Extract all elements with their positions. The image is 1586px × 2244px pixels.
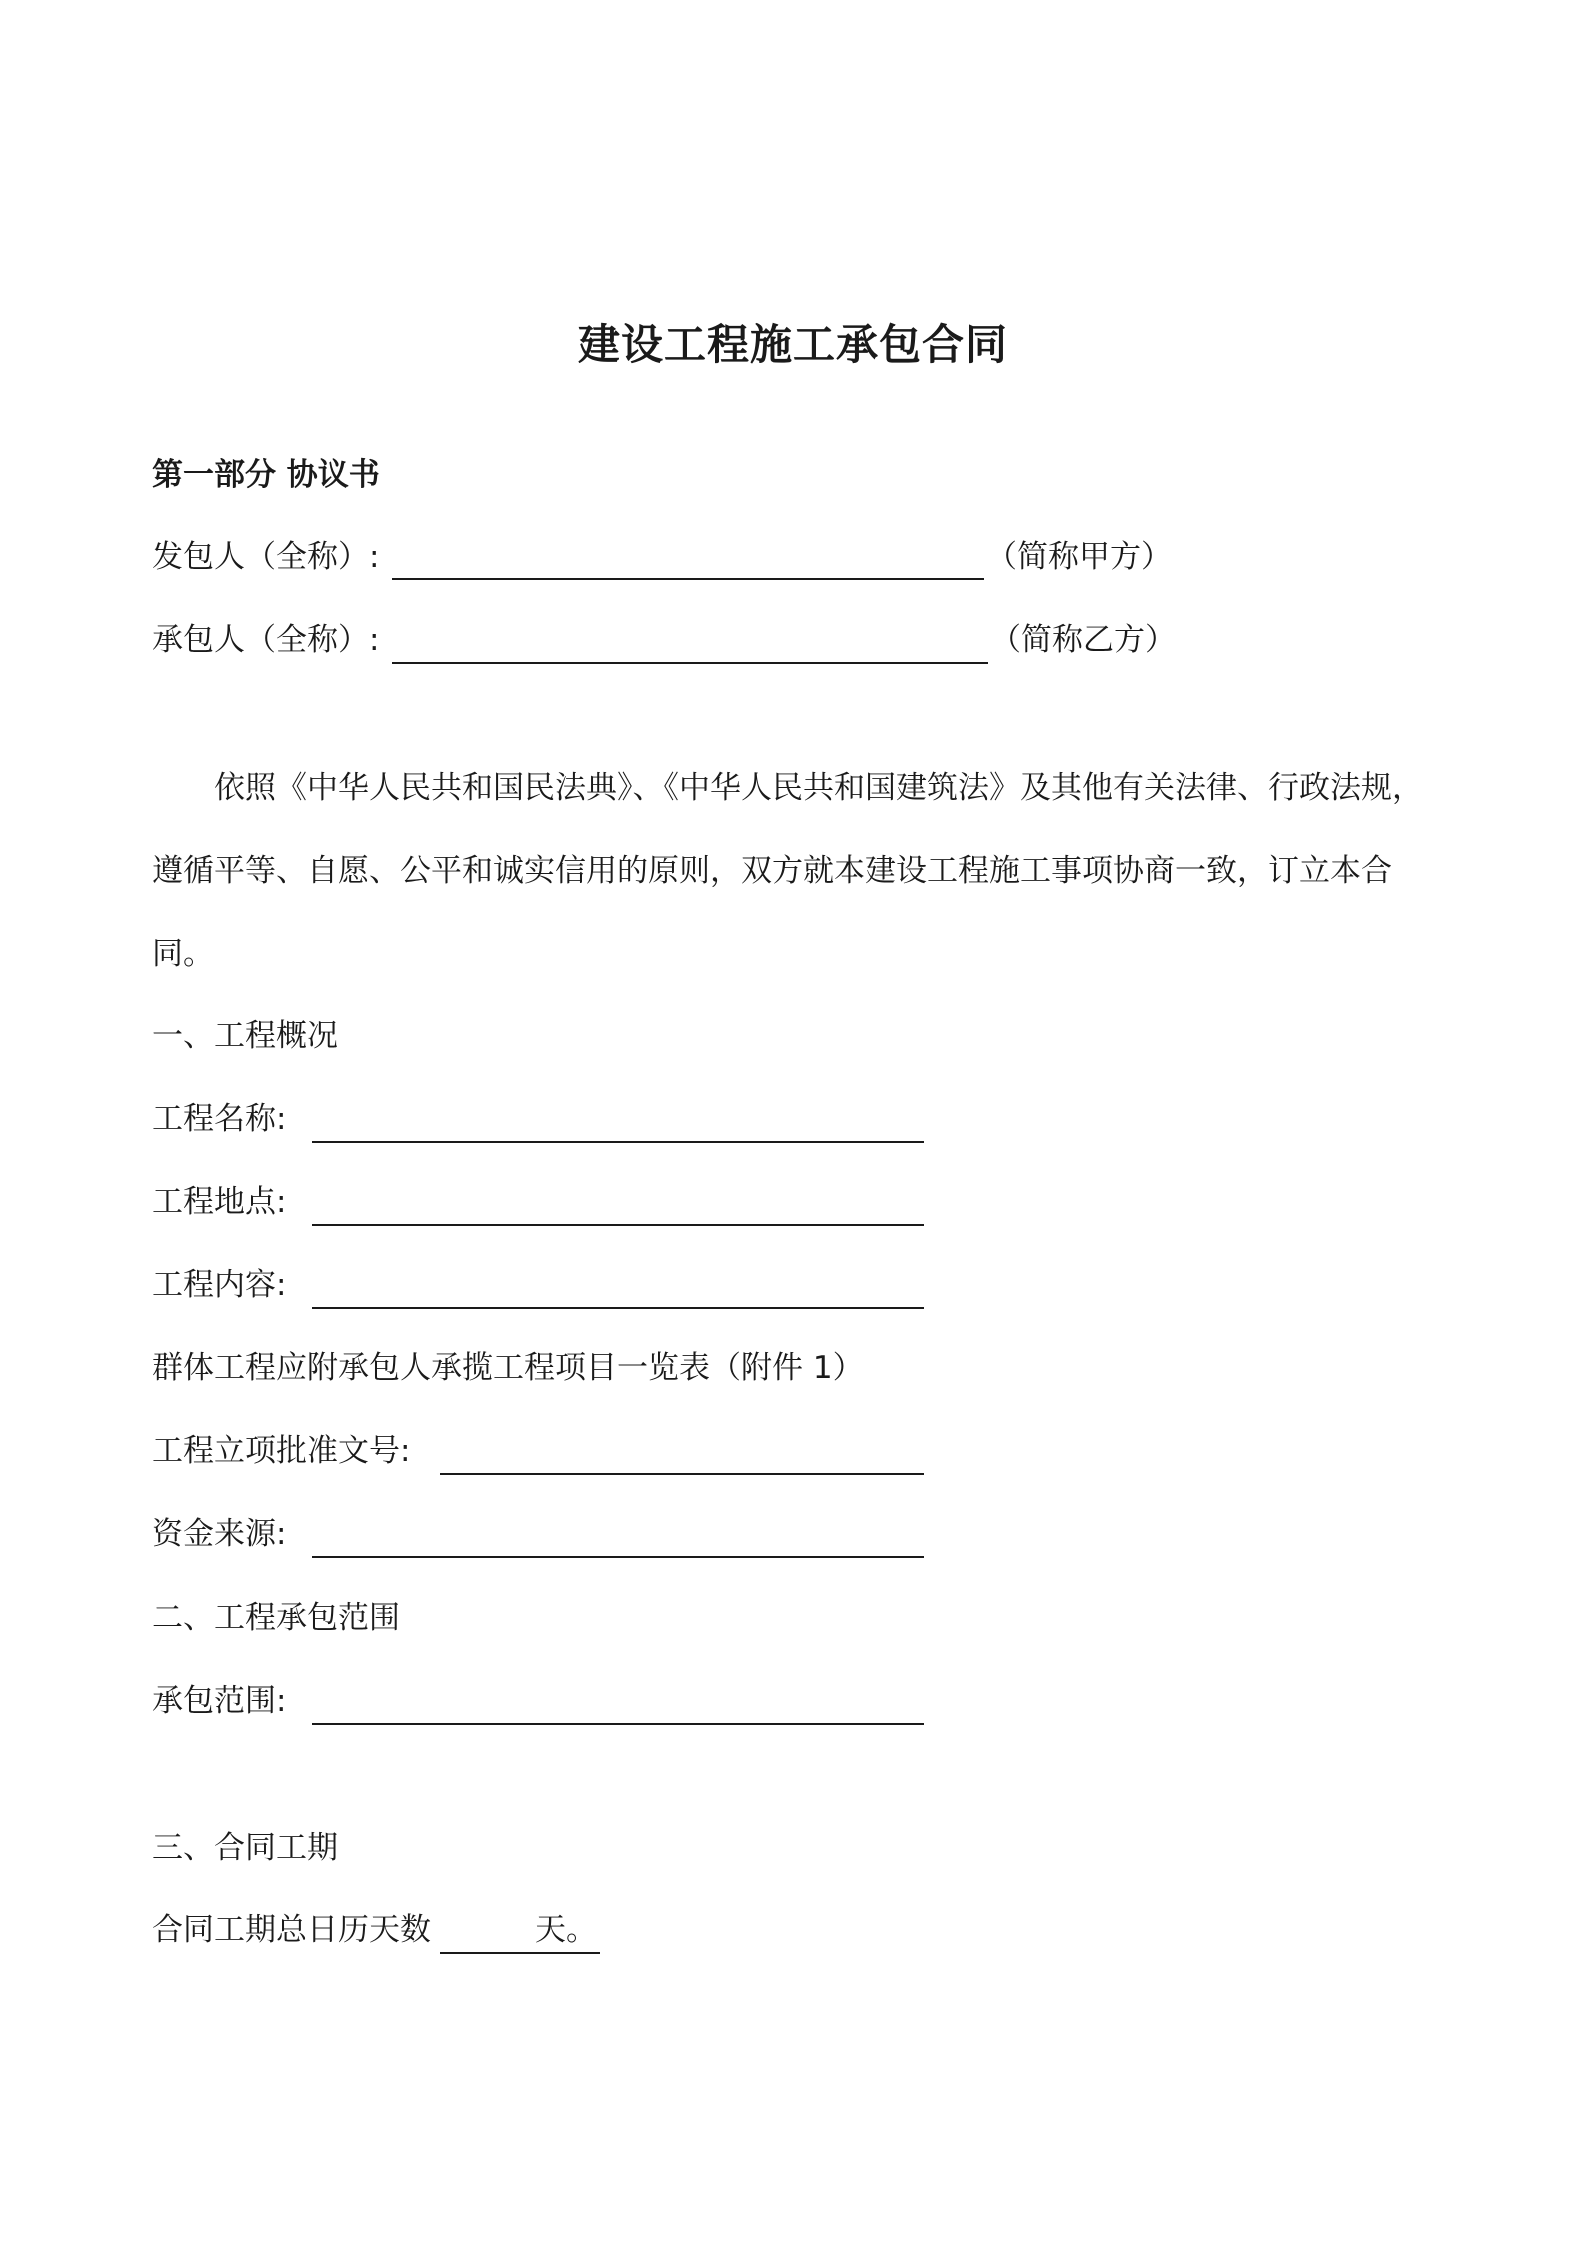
duration-prefix: 合同工期总日历天数	[152, 1912, 431, 1948]
section2-heading: 二、工程承包范围	[152, 1600, 400, 1636]
contractor-name-blank[interactable]	[392, 662, 988, 664]
employer-short-name: （简称甲方）	[986, 539, 1172, 575]
employer-label: 发包人（全称）:	[152, 539, 380, 575]
project-name-label: 工程名称:	[152, 1101, 287, 1137]
duration-suffix: 天。	[535, 1912, 597, 1948]
duration-days-blank[interactable]	[440, 1952, 600, 1954]
group-project-note: 群体工程应附承包人承揽工程项目一览表（附件 1）	[152, 1350, 864, 1386]
document-title: 建设工程施工承包合同	[577, 320, 1008, 369]
approval-number-blank[interactable]	[440, 1473, 924, 1475]
section3-heading: 三、合同工期	[152, 1830, 338, 1866]
intro-paragraph: 依照《中华人民共和国民法典》、《中华人民共和国建筑法》及其他有关法律、行政法规，遵循平等、自愿、公平和诚实信用的原则，双方就本建设工程施工事项协商一致，订立本合同。	[152, 770, 1423, 972]
project-content-label: 工程内容:	[152, 1267, 287, 1303]
project-location-label: 工程地点:	[152, 1184, 287, 1220]
contractor-label: 承包人（全称）:	[152, 622, 380, 658]
fund-source-blank[interactable]	[312, 1556, 924, 1558]
section1-heading: 一、工程概况	[152, 1018, 338, 1054]
project-content-blank[interactable]	[312, 1307, 924, 1309]
part-heading: 第一部分 协议书	[152, 457, 380, 493]
scope-blank[interactable]	[312, 1723, 924, 1725]
project-name-blank[interactable]	[312, 1141, 924, 1143]
scope-label: 承包范围:	[152, 1683, 287, 1719]
employer-name-blank[interactable]	[392, 578, 984, 580]
contractor-short-name: （简称乙方）	[990, 622, 1176, 658]
fund-source-label: 资金来源:	[152, 1516, 287, 1552]
project-location-blank[interactable]	[312, 1224, 924, 1226]
approval-number-label: 工程立项批准文号:	[152, 1433, 411, 1469]
